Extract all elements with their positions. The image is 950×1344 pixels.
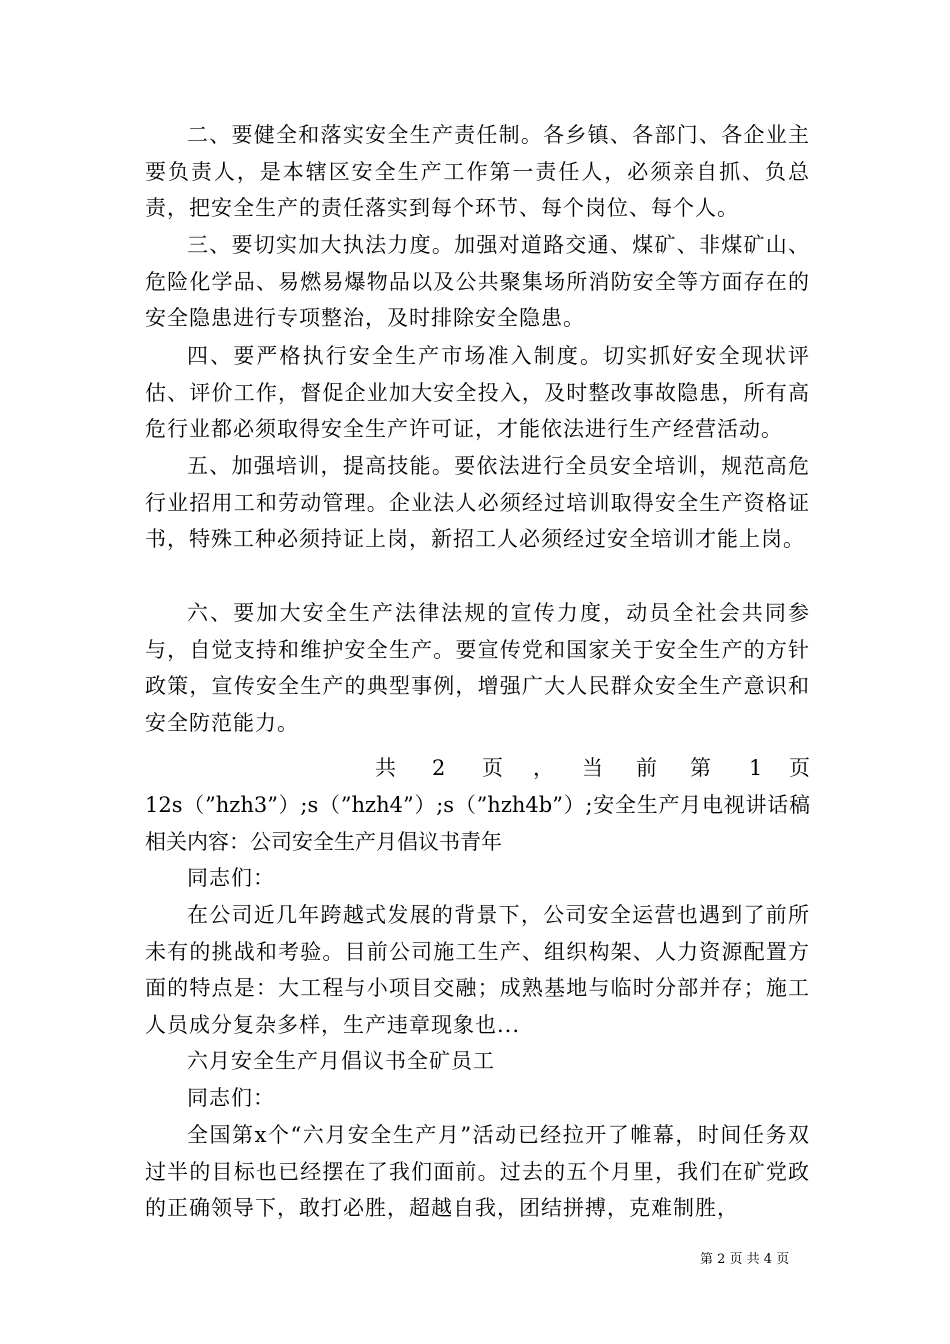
salutation-2: 同志们： xyxy=(187,1086,275,1110)
salutation-1: 同志们： xyxy=(187,866,275,890)
page-count-ye-2: 页 xyxy=(789,756,810,780)
paragraph-enforcement: 三、要切实加大执法力度。加强对道路交通、煤矿、非煤矿山、危险化学品、易燃易爆物品以及公共聚集场所消防安全等方面存在的安全隐患进行专项整治，及时排除安全隐患。 xyxy=(145,233,810,330)
paragraph-publicity: 六、要加大安全生产法律法规的宣传力度，动员全社会共同参与，自觉支持和维护安全生产。要宣传党和国家关于安全生产的方针政策，宣传安全生产的典型事例，增强广大人民群众安全生产意识和安全防范能力。 xyxy=(145,601,810,735)
paragraph-company-safety: 在公司近几年跨越式发展的背景下，公司安全运营也遇到了前所未有的挑战和考验。目前公司施工生产、组织构架、人力资源配置方面的特点是：大工程与小项目交融；成熟基地与临时分部并存；施工人员成分复杂多样，生产违章现象也... xyxy=(145,903,810,1037)
paragraph-responsibility: 二、要健全和落实安全生产责任制。各乡镇、各部门、各企业主要负责人，是本辖区安全生产工作第一责任人，必须亲自抓、负总责，把安全生产的责任落实到每个环节、每个岗位、每个人。 xyxy=(145,123,810,220)
page-count-qian: 前 xyxy=(636,756,657,780)
page-count-dang: 当 xyxy=(582,756,603,780)
page-count-di: 第 xyxy=(690,756,711,780)
page-count-line xyxy=(145,750,810,787)
page-count-gong: 共 xyxy=(375,756,396,780)
paragraph-market-access: 四、要严格执行安全生产市场准入制度。切实抓好安全现状评估、评价工作，督促企业加大安全投入，及时整改事故隐患，所有高危行业都必须取得安全生产许可证，才能依法进行生产经营活动。 xyxy=(145,344,810,441)
page-count-current: 1 xyxy=(749,756,763,780)
page-count-ye: 页 xyxy=(482,756,503,780)
page-count-total: 2 xyxy=(432,756,446,780)
page-count-comma: ， xyxy=(533,756,554,780)
section-title-june-initiative: 六月安全生产月倡议书全矿员工 xyxy=(187,1049,495,1073)
related-content-line: 12s（”hzh3”）;s（”hzh4”）;s（”hzh4b”）;安全生产月电视讲话稿相关内容：公司安全生产月倡议书青年 xyxy=(145,793,810,854)
page-footer: 第 2 页 共 4 页 xyxy=(700,1252,790,1267)
paragraph-june-safety-month: 全国第x个“六月安全生产月”活动已经拉开了帷幕，时间任务双过半的目标也已经摆在了我们面前。过去的五个月里，我们在矿党政的正确领导下，敢打必胜，超越自我，团结拼搏，克难制胜， xyxy=(145,1123,810,1220)
paragraph-training: 五、加强培训，提高技能。要依法进行全员安全培训，规范高危行业招用工和劳动管理。企业法人必须经过培训取得安全生产资格证书，特殊工种必须持证上岗，新招工人必须经过安全培训才能上岗。 xyxy=(145,454,810,551)
